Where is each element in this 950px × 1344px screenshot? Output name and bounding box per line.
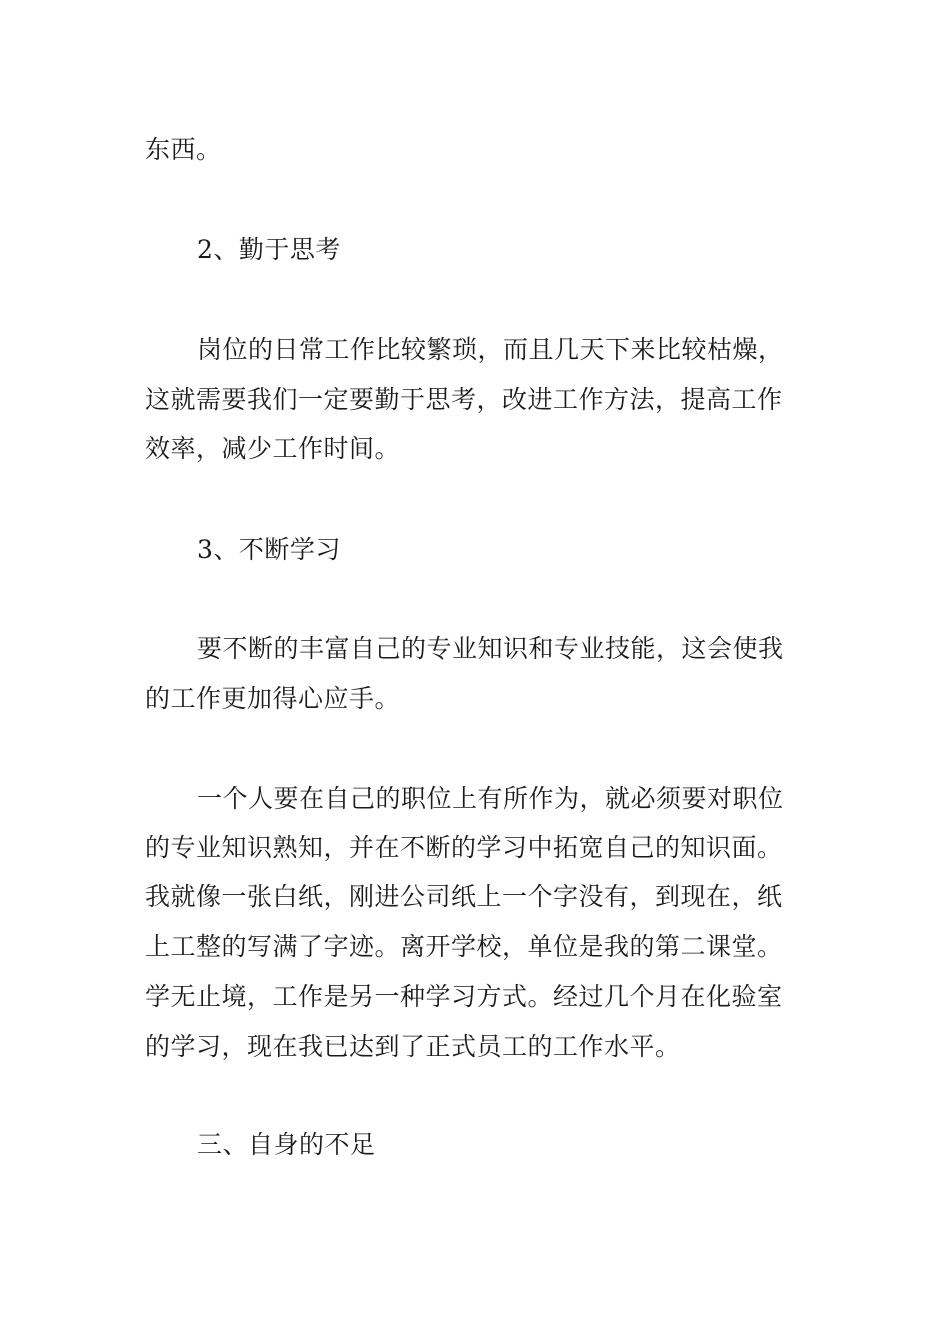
section-heading-shortcomings: 三、自身的不足: [197, 1130, 376, 1159]
paragraph-line: 的学习，现在我已达到了正式员工的工作水平。: [145, 1032, 681, 1061]
paragraph-line: 要不断的丰富自己的专业知识和专业技能，这会使我: [197, 634, 784, 663]
paragraph-line: 岗位的日常工作比较繁琐，而且几天下来比较枯燥，: [197, 335, 784, 364]
paragraph-line: 这就需要我们一定要勤于思考，改进工作方法，提高工作: [145, 385, 783, 414]
paragraph-continuation: 东西。: [145, 135, 222, 164]
paragraph-line: 的专业知识熟知，并在不断的学习中拓宽自己的知识面。: [145, 833, 783, 862]
paragraph-line: 学无止境，工作是另一种学习方式。经过几个月在化验室: [145, 982, 783, 1011]
section-heading-think: 2、勤于思考: [197, 235, 341, 264]
paragraph-line: 我就像一张白纸，刚进公司纸上一个字没有，到现在，纸: [145, 882, 783, 911]
paragraph-line: 上工整的写满了字迹。离开学校，单位是我的第二课堂。: [145, 932, 783, 961]
paragraph-line: 一个人要在自己的职位上有所作为，就必须要对职位: [197, 784, 784, 813]
paragraph-line: 的工作更加得心应手。: [145, 684, 401, 713]
paragraph-line: 效率，减少工作时间。: [145, 434, 401, 463]
section-heading-learn: 3、不断学习: [197, 535, 341, 564]
